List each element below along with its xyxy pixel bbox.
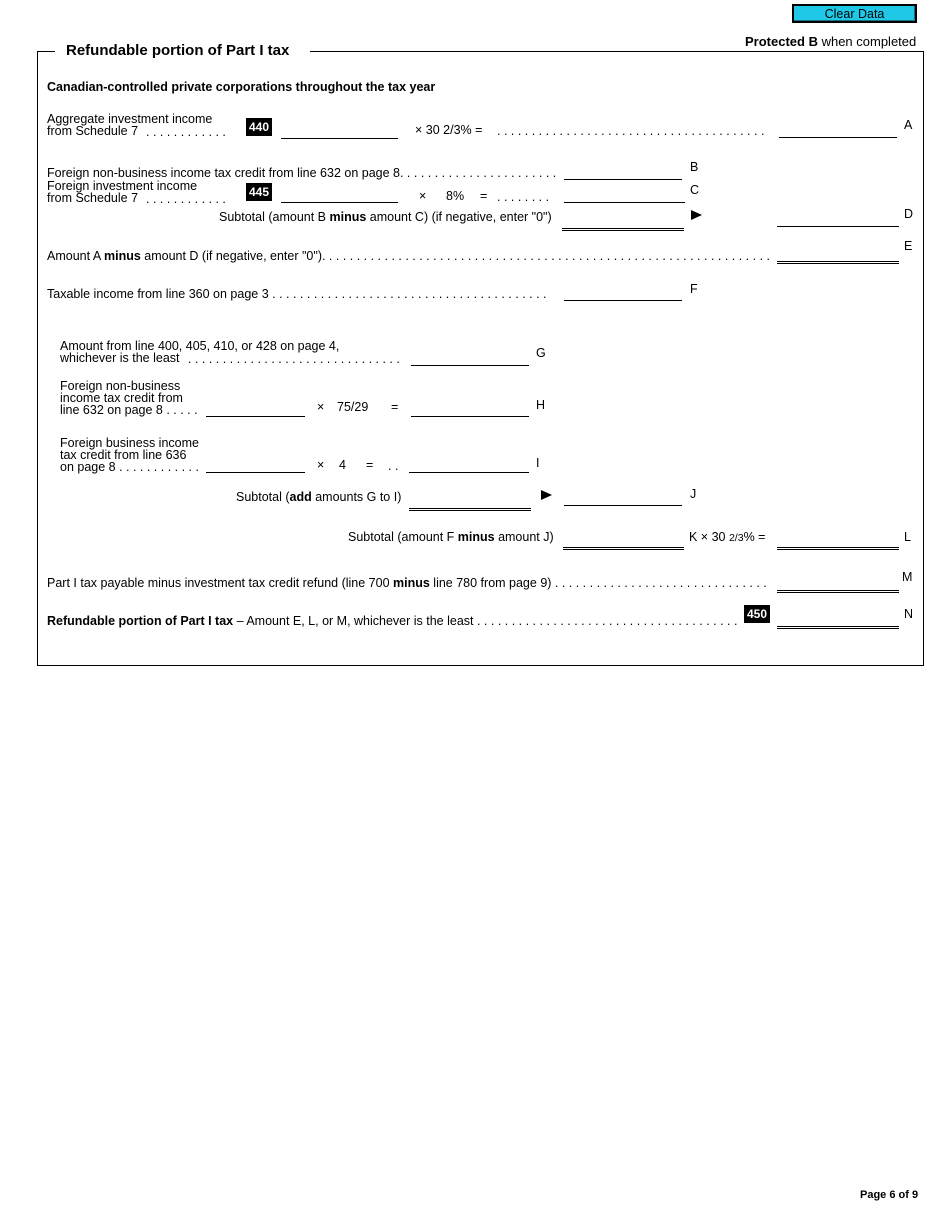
line-d-letter: D bbox=[904, 207, 914, 221]
arrow-right-icon bbox=[541, 490, 552, 500]
line-c-eq: = bbox=[480, 189, 488, 203]
line-m-label: Part I tax payable minus investment tax credit refund (line 700 minus line 780 from page 9) . . . . . . . . . . . . . . . . . . . . . . . . . . . . . . . bbox=[47, 576, 767, 590]
line-d-label: Subtotal (amount B minus amount C) (if negative, enter "0") bbox=[219, 210, 552, 224]
line-c-label-2: from Schedule 7 bbox=[47, 191, 139, 205]
line-f-letter: F bbox=[690, 282, 698, 296]
line-c-label-1: Foreign investment income bbox=[47, 179, 198, 193]
line-j-letter: J bbox=[690, 487, 697, 501]
line-e-label: Amount A minus amount D (if negative, enter "0"). . . . . . . . . . . . . . . . . . . . . . . . . . . . . . . . . . . . . . . . . . . . . . . . . . . . . . . . . . . . . . . . . bbox=[47, 249, 770, 263]
line-a-dots-2: . . . . . . . . . . . . . . . . . . . . . . . . . . . . . . . . . . . . . . . bbox=[497, 124, 765, 138]
clear-data-button[interactable]: Clear Data bbox=[792, 4, 917, 23]
line-i-letter: I bbox=[536, 456, 540, 470]
line-j-result-input[interactable] bbox=[564, 491, 682, 506]
line-a-dots: . . . . . . . . . . . . bbox=[146, 125, 226, 139]
line-h-eq: = bbox=[391, 400, 399, 414]
line-a-calc: × 30 2/3% = bbox=[415, 123, 483, 137]
line-g-label-1: Amount from line 400, 405, 410, or 428 on page 4, bbox=[60, 339, 340, 353]
line-e-input[interactable] bbox=[777, 247, 899, 264]
code-445-badge: 445 bbox=[246, 183, 272, 201]
frame-top-right bbox=[310, 51, 923, 52]
line-g-letter: G bbox=[536, 346, 546, 360]
line-i-credit-input[interactable] bbox=[206, 458, 305, 473]
line-c-rate: 8% bbox=[446, 189, 465, 203]
line-h-letter: H bbox=[536, 398, 546, 412]
line-a-result-input[interactable] bbox=[779, 123, 897, 138]
line-d-subtotal-input[interactable] bbox=[562, 214, 684, 231]
line-b-letter: B bbox=[690, 160, 699, 174]
line-c-dots-2: . . . . . . . . bbox=[497, 190, 550, 204]
line-450-input[interactable] bbox=[777, 612, 899, 629]
line-i-label-1: Foreign business income bbox=[60, 436, 199, 450]
line-b-input[interactable] bbox=[564, 165, 682, 180]
line-a-letter: A bbox=[904, 118, 913, 132]
line-h-label-3: line 632 on page 8 . . . . . bbox=[60, 403, 198, 417]
line-l-input[interactable] bbox=[777, 533, 899, 550]
line-i-dots: . . bbox=[388, 459, 399, 473]
line-f-label: Taxable income from line 360 on page 3 . . . . . . . . . . . . . . . . . . . . . . . . . . . . . . . . . . . . . . . . bbox=[47, 287, 547, 301]
line-h-label-1: Foreign non-business bbox=[60, 379, 181, 393]
line-d-result-input[interactable] bbox=[777, 212, 899, 227]
line-m-letter: M bbox=[902, 570, 913, 584]
arrow-right-icon bbox=[691, 210, 702, 220]
protected-b-notice: Protected B when completed bbox=[745, 34, 917, 49]
line-i-rate: 4 bbox=[339, 458, 346, 472]
line-l-letter: L bbox=[904, 530, 911, 544]
line-h-label-2: income tax credit from bbox=[60, 391, 183, 405]
line-i-result-input[interactable] bbox=[409, 458, 529, 473]
line-e-letter: E bbox=[904, 239, 913, 253]
section-title: Refundable portion of Part I tax bbox=[66, 42, 290, 59]
line-a-label-1: Aggregate investment income bbox=[47, 112, 213, 126]
code-440-badge: 440 bbox=[246, 118, 272, 136]
line-i-label-3: on page 8 . . . . . . . . . . . . bbox=[60, 460, 199, 474]
page-number: Page 6 of 9 bbox=[860, 1189, 919, 1201]
line-c-letter: C bbox=[690, 183, 700, 197]
line-m-input[interactable] bbox=[777, 576, 899, 593]
line-j-subtotal-input[interactable] bbox=[409, 494, 531, 511]
line-h-result-input[interactable] bbox=[411, 402, 529, 417]
line-n-letter: N bbox=[904, 607, 914, 621]
line-j-label: Subtotal (add amounts G to I) bbox=[236, 490, 402, 504]
line-440-input[interactable] bbox=[281, 124, 398, 139]
line-n-label: Refundable portion of Part I tax – Amount E, L, or M, whichever is the least . . . . . . . . . . . . . . . . . . . . . . . . . . . . . . . . . . . . . . bbox=[47, 614, 738, 628]
line-k-label: Subtotal (amount F minus amount J) bbox=[348, 530, 554, 544]
line-g-label-2: whichever is the least bbox=[60, 351, 180, 365]
line-l-calc: K × 30 2/3% = bbox=[689, 530, 766, 544]
line-c-dots: . . . . . . . . . . . . bbox=[146, 192, 226, 206]
line-h-rate: 75/29 bbox=[337, 400, 369, 414]
frame-top-left bbox=[37, 51, 55, 52]
line-c-times: × bbox=[419, 189, 427, 203]
line-i-eq: = bbox=[366, 458, 374, 472]
line-k-input[interactable] bbox=[563, 533, 684, 550]
line-c-input[interactable] bbox=[564, 188, 685, 203]
section-subtitle: Canadian-controlled private corporations throughout the tax year bbox=[47, 80, 436, 94]
line-h-times: × bbox=[317, 400, 325, 414]
line-h-credit-input[interactable] bbox=[206, 402, 305, 417]
line-a-label-2: from Schedule 7 bbox=[47, 124, 139, 138]
code-450-badge: 450 bbox=[744, 605, 770, 623]
line-f-input[interactable] bbox=[564, 286, 682, 301]
line-g-dots: . . . . . . . . . . . . . . . . . . . . . . . . . . . . . . . bbox=[188, 352, 400, 366]
line-i-label-2: tax credit from line 636 bbox=[60, 448, 187, 462]
line-i-times: × bbox=[317, 458, 325, 472]
line-b-label: Foreign non-business income tax credit from line 632 on page 8. . . . . . . . . . . . . . . . . . . . . . . bbox=[47, 166, 557, 180]
line-445-input[interactable] bbox=[281, 188, 398, 203]
line-g-input[interactable] bbox=[411, 351, 529, 366]
